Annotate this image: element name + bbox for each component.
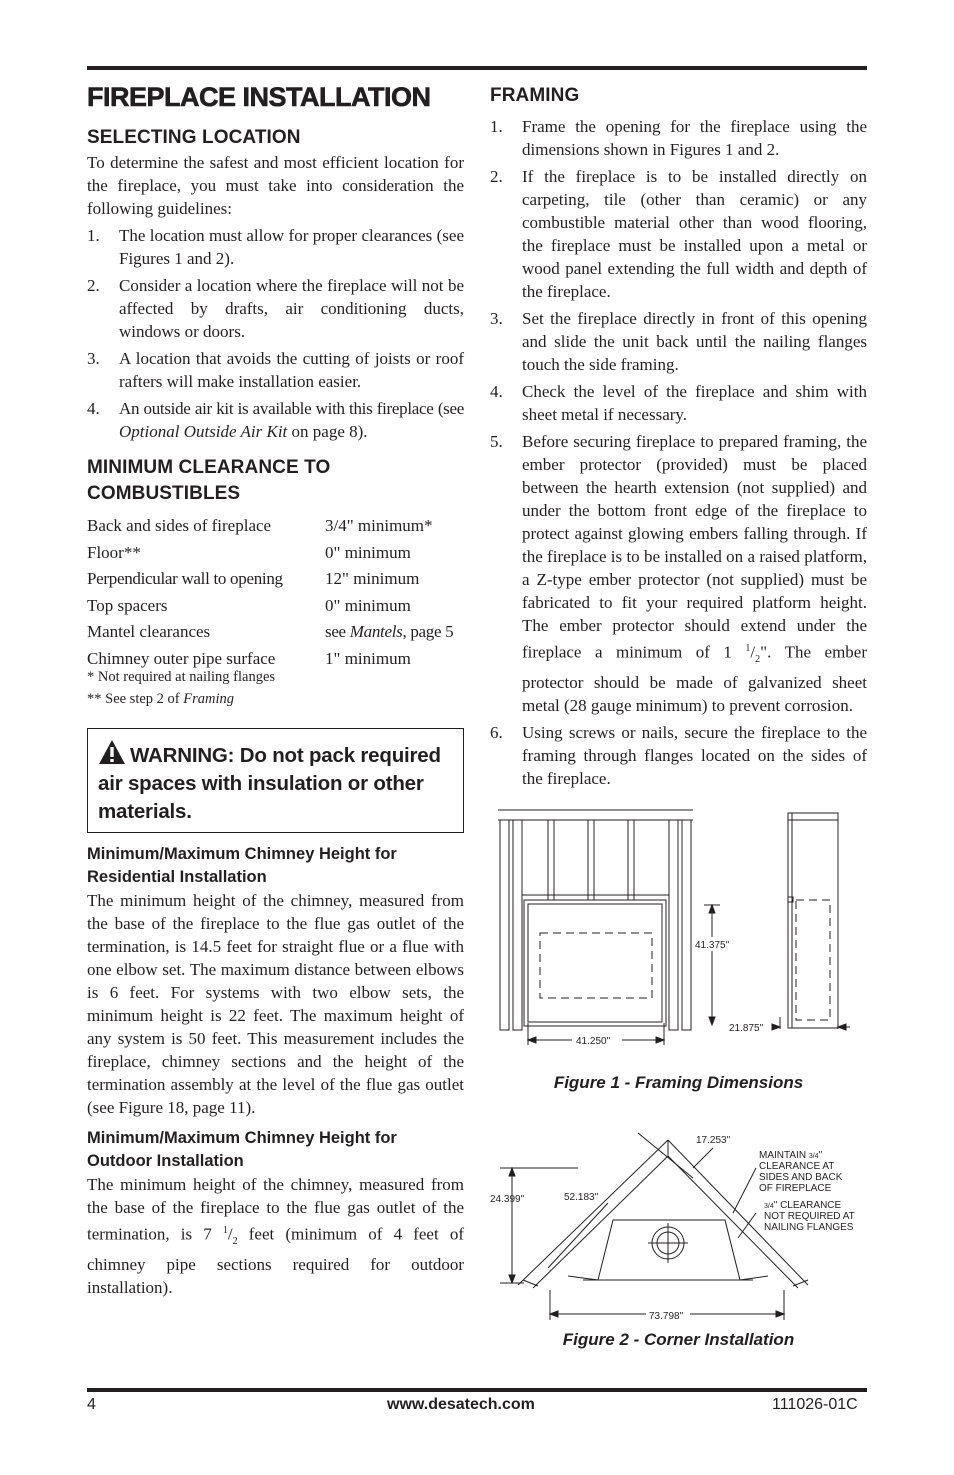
selecting-location-intro: To determine the safest and most efficient location for the fireplace, you must take into consideration the following guidelines: <box>87 153 464 218</box>
figure-2-note-2-line-1: 3/4" CLEARANCE <box>764 1200 842 1211</box>
outdoor-heading: Minimum/Maximum Chimney Height for Outdoor Installation <box>87 1129 397 1170</box>
figure-2-note-1-line-3: SIDES AND BACK <box>759 1172 843 1183</box>
table-row: Floor** 0" minimum <box>87 542 411 562</box>
list-item: 2. Consider a location where the fireplace will not be affected by drafts, air conditioning ducts, windows or doors. <box>87 276 464 341</box>
top-rule <box>87 66 867 70</box>
figure-1-framing-diagram <box>488 805 868 1055</box>
framing-list <box>490 115 867 790</box>
residential-heading: Minimum/Maximum Chimney Height for Residential Installation <box>87 845 397 886</box>
figure-1-caption: Figure 1 - Framing Dimensions <box>553 1073 804 1092</box>
figure-2-note-1-line-2: CLEARANCE AT <box>759 1161 835 1172</box>
bottom-rule <box>87 1388 867 1392</box>
page-title: FIREPLACE INSTALLATION <box>87 82 431 112</box>
clearance-table <box>87 513 464 672</box>
list-item: 5. Before securing fireplace to prepared framing, the ember protector (provided) must be placed between the hearth extension (not supplied) and under the bottom front edge of the fireplace to protect against glowing embers falling through. If the fireplace is to be installed on a raised platform, a Z-type ember protector (not supplied) must be fabricated to fit your required platform height. The ember protector should extend under the fireplace a minimum of 1 $^1/_2$". The ember protector should be made of galvanized sheet metal (28 gauge minimum) to prevent corrosion. <box>490 432 867 716</box>
framing-heading: FRAMING <box>490 85 580 106</box>
figure-1-height-label: 41.375" <box>695 940 730 951</box>
figure-2-note-2-line-3: NAILING FLANGES <box>764 1222 854 1233</box>
warning-triangle-icon <box>98 739 126 765</box>
figure-1-width-label: 41.250" <box>576 1036 611 1047</box>
right-column <box>490 78 867 794</box>
website-link[interactable]: www.desatech.com <box>387 1396 535 1413</box>
list-item: 2. If the fireplace is to be installed directly on carpeting, tile (other than ceramic) or any combustible material other than wood flooring, the fireplace must be installed upon a metal or wood panel extending the full width and depth of the fireplace. <box>490 167 867 301</box>
list-item: 4. Check the level of the fireplace and shim with sheet metal if necessary. <box>490 382 867 424</box>
list-item: 1. Frame the opening for the fireplace using the dimensions shown in Figures 1 and 2. <box>490 117 867 159</box>
figure-2-corner-diagram <box>488 1128 868 1328</box>
warning-text: WARNING: Do not pack required air spaces with insulation or other materials. <box>98 744 441 823</box>
selecting-location-heading: SELECTING LOCATION <box>87 127 301 148</box>
list-item: 3. A location that avoids the cutting of joists or roof rafters will make installation easier. <box>87 349 464 391</box>
table-row: Top spacers 0" minimum <box>87 595 411 615</box>
clearance-footnote-2: ** See step 2 of Framing <box>87 691 234 707</box>
table-row: Back and sides of fireplace 3/4" minimum* <box>87 516 433 535</box>
document-code: 111026-01C <box>772 1396 858 1413</box>
table-row: Mantel clearances see Mantels, page 5 <box>87 622 454 641</box>
list-item: 4. An outside air kit is available with this fireplace (see Optional Outside Air Kit on page 8). <box>87 399 464 441</box>
outdoor-text: The minimum height of the chimney, measured from the base of the fireplace to the flue gas outlet of the termination, is 7 $^1/_2$ feet (minimum of 4 feet of chimney pipe sections required for outdoor installation). <box>87 1175 464 1298</box>
page-number: 4 <box>87 1396 96 1413</box>
figure-2-bottom-label: 73.798" <box>649 1311 684 1322</box>
figure-2-note-1-line-1: MAINTAIN 3/4" <box>759 1150 823 1161</box>
left-column <box>87 78 464 1299</box>
figure-2-note-1-line-4: OF FIREPLACE <box>759 1183 832 1194</box>
list-item: 1. The location must allow for proper clearances (see Figures 1 and 2). <box>87 226 464 268</box>
warning-box <box>87 728 464 833</box>
figure-2-note-2-line-2: NOT REQUIRED AT <box>764 1211 855 1222</box>
clearance-heading: MINIMUM CLEARANCE TO COMBUSTIBLES <box>87 457 331 504</box>
figure-2-diagonal-label: 52.183" <box>564 1192 599 1203</box>
figure-2-top-label: 17.253" <box>696 1135 731 1146</box>
table-row: Perpendicular wall to opening 12" minimum <box>87 569 420 588</box>
residential-text: The minimum height of the chimney, measured from the base of the fireplace to the flue gas outlet of the termination, is 14.5 feet for straight flue or a flue with one elbow set. The maximum distance between elbows is 6 feet. For systems with two elbow sets, the minimum height is 22 feet. The maximum height of any system is 50 feet. This measurement includes the fireplace, chimney sections and the height of the termination assembly at the level of the flue gas outlet (see Figure 18, page 11). <box>87 891 464 1117</box>
list-item: 6. Using screws or nails, secure the fireplace to the framing through flanges located on the sides of the fireplace. <box>490 723 867 789</box>
clearance-footnote-1: * Not required at nailing flanges <box>87 669 276 685</box>
figure-2-left-label: 24.399" <box>490 1194 525 1205</box>
table-row: Chimney outer pipe surface 1" minimum <box>87 648 411 668</box>
figure-2-caption: Figure 2 - Corner Installation <box>562 1330 795 1349</box>
list-item: 3. Set the fireplace directly in front of this opening and slide the unit back until the nailing flanges touch the side framing. <box>490 309 867 374</box>
figure-1-depth-label: 21.875" <box>729 1023 764 1034</box>
selecting-location-list <box>87 224 464 443</box>
